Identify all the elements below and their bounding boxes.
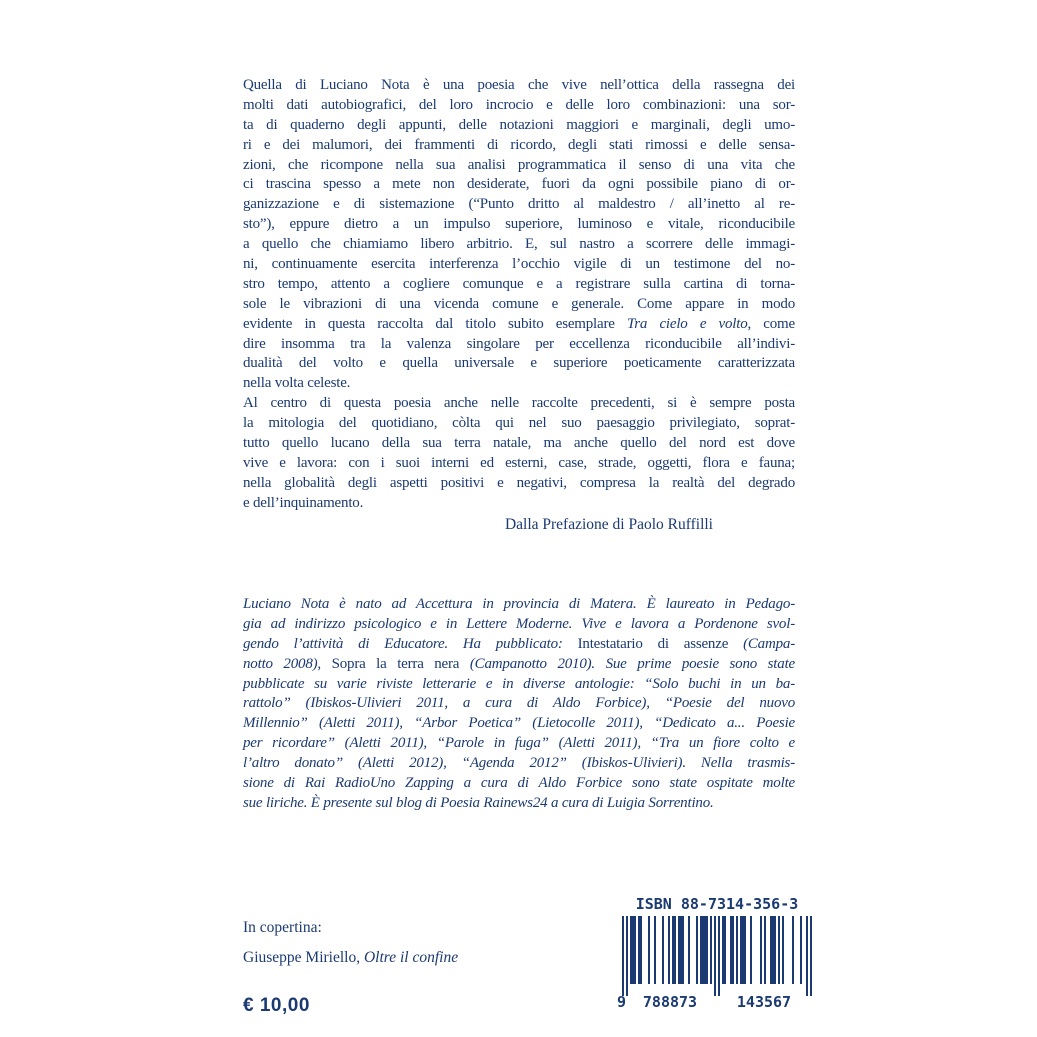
cover-artist: Giuseppe Miriello, [243,949,364,966]
barcode [614,895,820,1010]
svg-text:788873: 788873 [642,993,698,1010]
price-label: € 10,00 [243,995,310,1016]
svg-text:9: 9 [617,993,627,1010]
isbn-label: ISBN 88-7314-356-3 [635,895,799,913]
barcode-bars [617,916,817,1010]
cover-credit-artwork [243,943,458,973]
preface-credit-text: Dalla Prefazione di Paolo Ruffilli [504,516,713,533]
svg-text:143567: 143567 [736,993,792,1010]
cover-credit [243,913,458,973]
bio-text: Luciano Nota è nato ad Accettura in provincia di Matera. È laureato in Pedago- gia ad indirizzo psicologico e in Lettere Moderne. Vive e lavora a Pordenone svol- gendo l’attività di Educatore. Ha pubblicato: Intestatario di assenze (Campa- notto 2008), Sopra la terra nera (Campanotto 2010). Sue prime poesie sono state pubblicate su varie riviste letterarie e in diverse antologie: “Solo buchi in un ba- rattolo” (Ibiskos-Ulivieri 2011, a cura di Aldo Forbice), “Poesie del nuovo Millennio” (Aletti 2011), “Arbor Poetica” (Lietocolle 2011), “Dedicato a... Poesie per ricordare” (Aletti 2011), “Parole in fuga” (Aletti 2011), “Tra un fiore colto e l’altro donato” (Aletti 2012), “Agenda 2012” (Ibiskos-Ulivieri). Nella trasmis- sione di Rai RadioUno Zapping a cura di Aldo Forbice sono state ospitate molte sue liriche. È presente sul blog di Poesia Rainews24 a cura di Luigia Sorrentino. [243,596,796,811]
preface-text: Quella di Luciano Nota è una poesia che vive nell’ottica della rassegna dei molti dati autobiografici, del loro incrocio e delle loro combinazioni: una sor- ta di quaderno degli appunti, delle notazioni maggiori e marginali, degli umo- ri e dei malumori, dei frammenti di ricordo, degli stati rimossi e delle sensa- zioni, che ricompone nella sua analisi programmatica il senso di una vita che ci trascina spesso a mete non desiderate, fuori da ogni possibile piano di or- ganizzazione e di sistemazione (“Punto dritto al maldestro / all’inetto al re- sto”), eppure dietro a un impulso superiore, luminoso e vitale, riconducibile a quello che chiamiamo libero arbitrio. E, sul nastro a scorrere delle immagi- ni, continuamente esercita interferenza l’occhio vigile di un testimone del no- stro tempo, attento a cogliere comunque e a registrare sulla cartina di torna- sole le vibrazioni di una vicenda comune e generale. Come appare in modo evidente in questa raccolta dal titolo subito esemplare Tra cielo e volto, come dire insomma tra la valenza singolare per eccellenza riconducibile all’indivi- dualità del volto e quella universale e superiore poeticamente caratterizzata nella volta celeste. Al centro di questa poesia anche nelle raccolte precedenti, si è sempre posta la mitologia del quotidiano, còlta qui nel suo paesaggio privilegiato, soprat- tutto quello lucano della sua terra natale, ma anche quello del nord est dove vive e lavora: con i suoi interni ed esterni, case, strade, oggetti, flora e fauna; nella globalità degli aspetti positivi e negativi, compresa la realtà del degrado e dell’inquinamento. [243,77,795,511]
cover-artwork-title: Oltre il confine [363,949,459,966]
cover-credit-label: In copertina: [243,919,322,936]
preface-credit [243,516,795,534]
